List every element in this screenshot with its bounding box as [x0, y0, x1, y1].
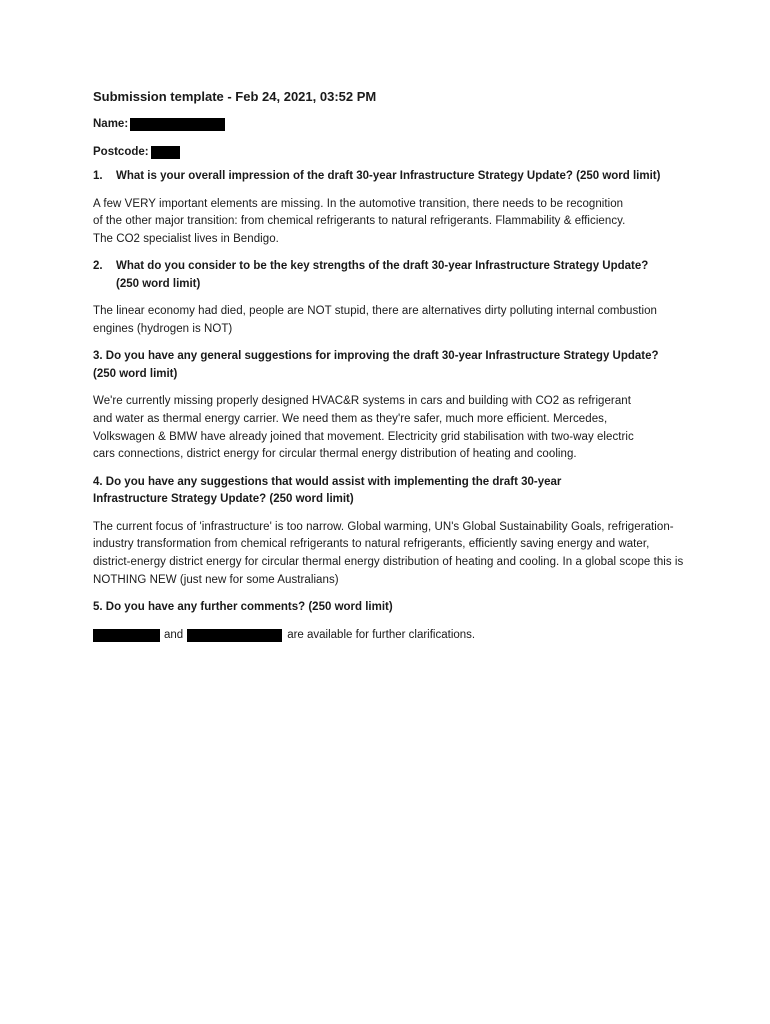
question-3	[93, 348, 663, 383]
closing-line	[93, 627, 693, 644]
question-1	[93, 168, 693, 186]
question-3-text: 3. Do you have any general suggestions for improving the draft 30-year Infrastructure Strategy Update? (250 word limit)	[93, 350, 659, 380]
name-field	[93, 116, 693, 132]
answer-4	[93, 519, 685, 589]
question-4-text: 4. Do you have any suggestions that would assist with implementing the draft 30-year Infrastructure Strategy Update? (250 word limit)	[93, 475, 562, 506]
question-2	[93, 258, 653, 293]
answer-1-text: A few VERY important elements are missing. In the automotive transition, there needs to be recognition of the other major transition: from chemical refrigerants to natural refrigerants. Flammability & efficiency. The CO2 specialist lives in Bendigo.	[93, 197, 626, 245]
closing-rest: are available for further clarifications.	[287, 628, 476, 641]
question-2-number: 2.	[93, 260, 103, 273]
name-label: Name:	[93, 118, 129, 130]
answer-3-text: We're currently missing properly designed HVAC&R systems in cars and building with CO2 as refrigerant and water as thermal energy carrier. We need them as they're safer, much more efficient. Mercedes, Volkswagen & BMW have already joined that movement. Electricity grid stabilisation with two-way electric cars connections, district energy for circular thermal energy distribution of heating and cooling.	[93, 395, 634, 461]
postcode-redaction	[151, 146, 180, 159]
question-1-number: 1.	[93, 170, 103, 182]
answer-1	[93, 196, 633, 249]
postcode-label: Postcode:	[93, 146, 149, 158]
document-page	[93, 88, 693, 644]
closing-and: and	[164, 628, 184, 641]
question-4	[93, 474, 613, 509]
question-2-text: What do you consider to be the key strengths of the draft 30-year Infrastructure Strategy Update? (250 word limit)	[116, 260, 649, 290]
answer-4-text: The current focus of 'infrastructure' is too narrow. Global warming, UN's Global Sustainability Goals, refrigeration-industry transformation from chemical refrigerants to natural refrigerants, efficiently saving energy and water, district-energy district energy for circular thermal energy distribution of heating and cooling. In a global scope this is NOTHING NEW (just new for some Australians)	[93, 520, 684, 586]
closing-redaction-1	[93, 629, 160, 642]
question-5	[93, 599, 693, 617]
question-5-text: 5. Do you have any further comments? (250 word limit)	[93, 601, 393, 614]
name-redaction	[130, 118, 225, 131]
question-1-text: What is your overall impression of the draft 30-year Infrastructure Strategy Update? (250 word limit)	[116, 170, 661, 182]
closing-redaction-2	[187, 629, 282, 642]
postcode-field	[93, 144, 693, 160]
answer-3	[93, 393, 653, 463]
answer-2	[93, 303, 673, 338]
answer-2-text: The linear economy had died, people are NOT stupid, there are alternatives dirty polluting internal combustion engines (hydrogen is NOT)	[93, 305, 657, 335]
document-title: Submission template - Feb 24, 2021, 03:52 PM	[93, 89, 377, 104]
